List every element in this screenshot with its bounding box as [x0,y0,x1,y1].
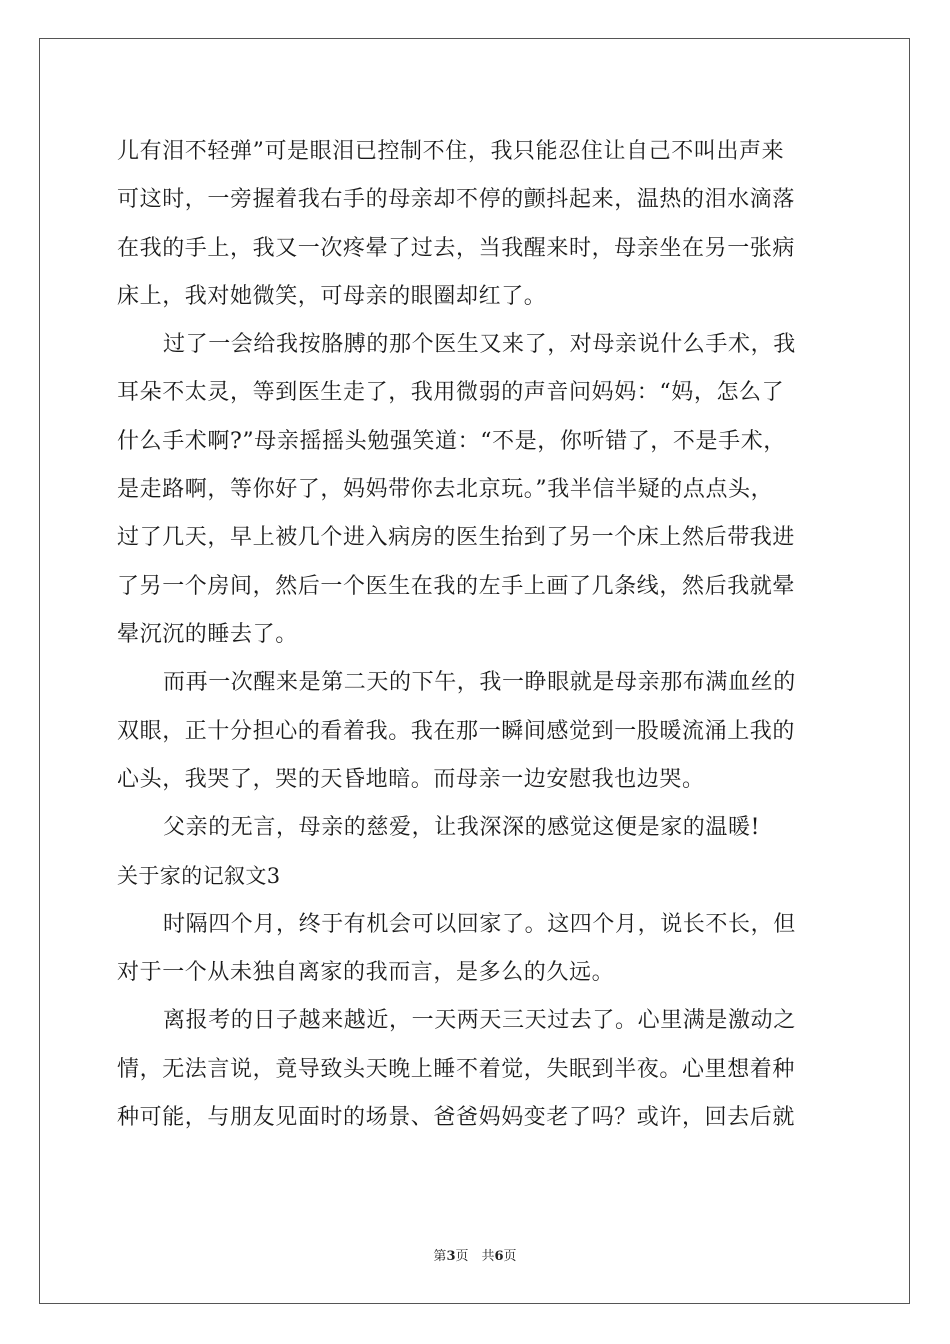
text-line: 可这时，一旁握着我右手的母亲却不停的颤抖起来，温热的泪水滴落 [117,187,796,213]
text-line: 情，无法言说，竟导致头天晚上睡不着觉，失眠到半夜。心里想着种 [117,1056,796,1082]
paragraph-start: 过了一会给我按胳膊的那个医生又来了，对母亲说什么手术，我 [163,332,796,358]
footer-prefix: 第 [433,1249,447,1264]
text-line: 什么手术啊?”母亲摇摇头勉强笑道：“不是，你听错了，不是手术， [117,428,786,454]
document-body [117,128,837,1142]
text-line: 种可能，与朋友见面时的场景、爸爸妈妈变老了吗？或许，回去后就 [117,1104,796,1130]
footer-suffix: 页 [503,1249,517,1264]
text-line: 晕沉沉的睡去了。 [117,621,298,647]
section-heading: 关于家的记叙文3 [117,864,281,889]
paragraph-start: 而再一次醒来是第二天的下午，我一睁眼就是母亲那布满血丝的 [163,670,796,696]
current-page-number: 3 [446,1249,456,1264]
text-line: 床上，我对她微笑，可母亲的眼圈却红了。 [117,283,547,309]
text-line: 在我的手上，我又一次疼晕了过去，当我醒来时，母亲坐在另一张病 [117,235,796,261]
total-page-count: 6 [494,1249,504,1264]
text-line: 耳朵不太灵，等到医生走了，我用微弱的声音问妈妈：“妈，怎么了 [117,380,785,406]
text-line: 了另一个房间，然后一个医生在我的左手上画了几条线，然后我就晕 [117,573,796,599]
text-line: 对于一个从未独自离家的我而言，是多么的久远。 [117,960,615,986]
paragraph-start: 时隔四个月，终于有机会可以回家了。这四个月，说长不长，但 [163,911,796,937]
text-line: 是走路啊，等你好了，妈妈带你去北京玩。”我半信半疑的点点头， [117,477,774,503]
paragraph-start: 离报考的日子越来越近，一天两天三天过去了。心里满是激动之 [163,1008,796,1034]
text-line: 心头，我哭了，哭的天昏地暗。而母亲一边安慰我也边哭。 [117,766,705,792]
text-line: 过了几天，早上被几个进入病房的医生抬到了另一个床上然后带我进 [117,525,796,551]
text-line: 双眼，正十分担心的看着我。我在那一瞬间感觉到一股暖流涌上我的 [117,718,796,744]
text-line: 儿有泪不轻弹”可是眼泪已控制不住，我只能忍住让自己不叫出声来 [117,139,785,164]
footer-mid: 页 共 [455,1249,495,1264]
paragraph-start: 父亲的无言，母亲的慈爱，让我深深的感觉这便是家的温暖! [163,815,761,841]
page-footer [0,1245,950,1264]
